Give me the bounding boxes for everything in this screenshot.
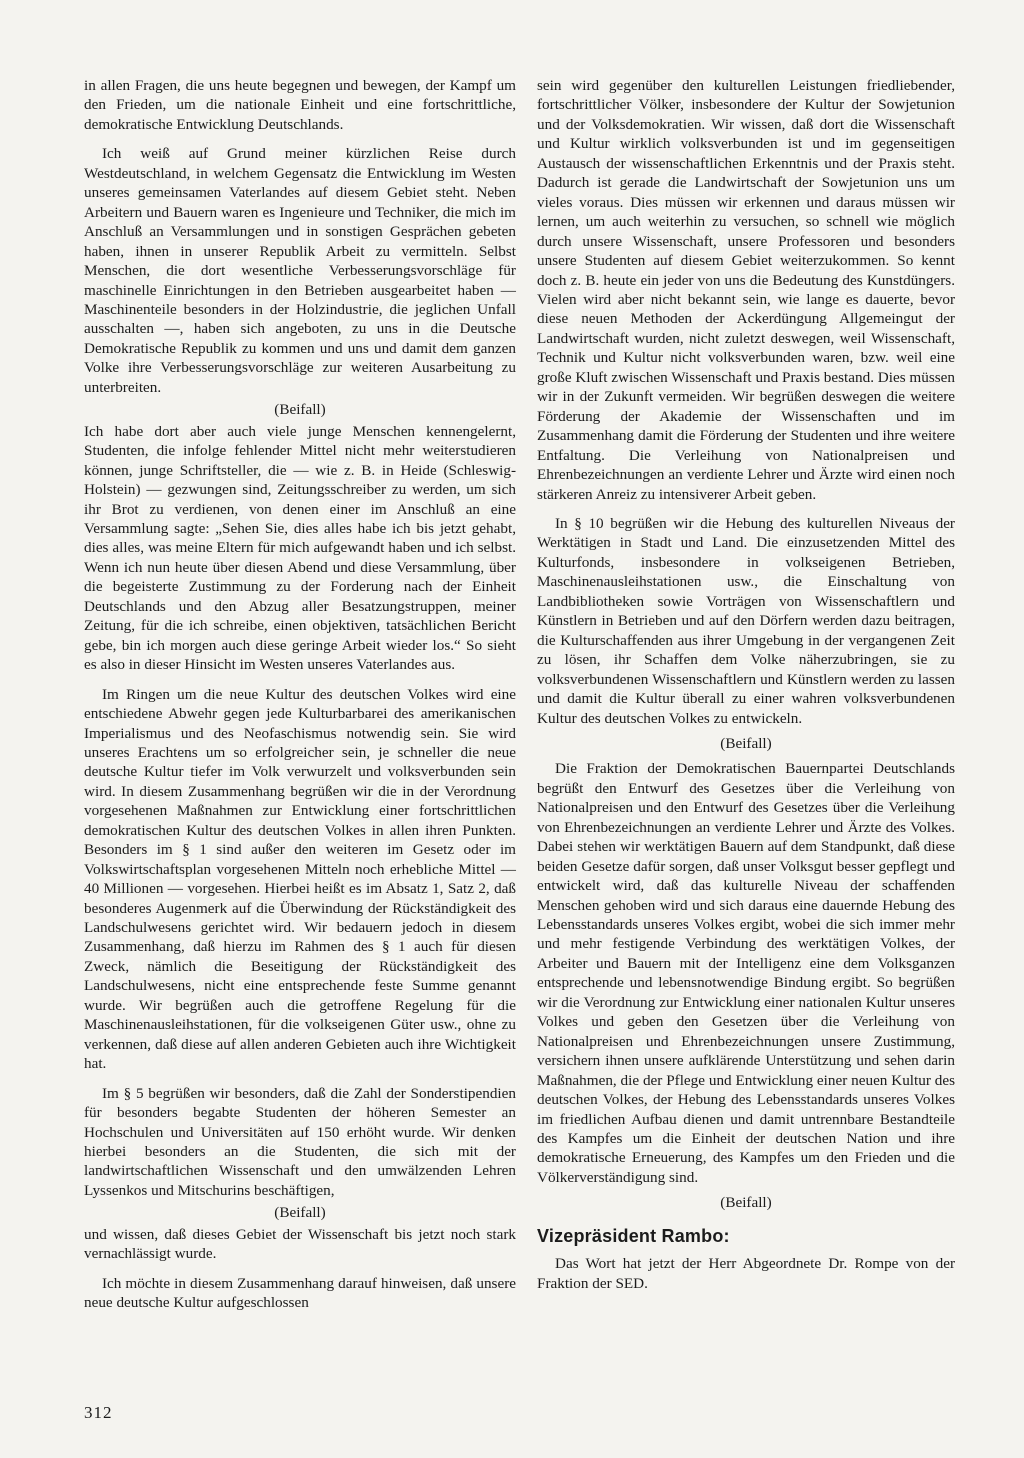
paragraph: und wissen, daß dieses Gebiet der Wissenschaft bis jetzt noch stark vernachlässigt wurde. (84, 1225, 516, 1263)
page-number: 312 (84, 1403, 113, 1422)
applause-note: (Beifall) (720, 1194, 772, 1212)
applause-note: (Beifall) (274, 401, 326, 419)
left-column (84, 76, 516, 1313)
paragraph: Im § 5 begrüßen wir besonders, daß die Zahl der Sonderstipendien für besonders begabte Studenten der höheren Semester an Hochschulen und Universitäten auf 150 erhöht wurde. Wir denken hierbei besonders an die Studenten, die sich mit der landwirtschaftlichen Wissenschaft und den umwälzenden Lehren Lyssenkos und Mitschurins beschäftigen, (84, 1084, 516, 1199)
right-column (537, 76, 955, 1293)
paragraph: Im Ringen um die neue Kultur des deutschen Volkes wird eine entschiedene Abwehr gegen jede Kulturbarbarei des amerikanischen Imperialismus und des Neofaschismus notwendig sein. Sie wird unseres Erachtens um so erfolgreicher sein, je schneller die neue deutsche Kultur tiefer im Volk verwurzelt und volksverbunden sein wird. In diesem Zusammenhang begrüßen wir die in der Verordnung vorgesehenen Maßnahmen zur Entwicklung einer fortschrittlichen demokratischen Kultur des deutschen Volkes in allen ihren Punkten. Besonders im § 1 sind außer den weiteren im Gesetz oder im Volkswirtschaftsplan vorgesehenen Mitteln noch erhebliche Mittel — 40 Millionen — vorgesehen. Hierbei heißt es im Absatz 1, Satz 2, daß besonderes Augenmerk auf die Überwindung der Rückständigkeit des Landschulwesens gerichtet wird. Wir bedauern jedoch in diesem Zusammenhang, daß hierzu im Rahmen des § 1 auch für diesen Zweck, nämlich die Beseitigung der Rückständigkeit des Landschulwesens, nicht eine entsprechende feste Summe genannt wurde. Wir begrüßen auch die getroffene Regelung für die Maschinenausleihstationen, für die volkseigenen Güter usw., ohne zu verkennen, daß diese auf allen anderen Gebieten auch ihre Wichtigkeit hat. (84, 685, 516, 1073)
paragraph: Das Wort hat jetzt der Herr Abgeordnete Dr. Rompe von der Fraktion der SED. (537, 1255, 955, 1292)
paragraph: in allen Fragen, die uns heute begegnen und bewegen, der Kampf um den Frieden, um die nationale Einheit und eine fortschrittliche, demokratische Entwicklung Deutschlands. (84, 77, 516, 133)
paragraph: Ich habe dort aber auch viele junge Menschen kennengelernt, Studenten, die infolge fehlender Mittel nicht mehr weiterstudieren können, junge Schriftsteller, die — wie z. B. in Heide (Schleswig-Holstein) — gezwungen sind, Zeitungsschreiber zu werden, um sich ihr Brot zu verdienen, von denen einer im Anschluß an eine Versammlung sagte: „Sehen Sie, dies alles habe ich bis jetzt gehabt, dies alles, was meine Eltern für mich aufgewandt haben und ich selbst. Wenn ich nun heute über diesen Abend und diese Versammlung, über die begeisterte Zustimmung zu der Forderung nach der Einheit Deutschlands und den Abzug aller Besatzungstruppen, meiner Zeitung, für die ich schreibe, einen objektiven, tatsächlichen Bericht gebe, bin ich morgen auch diese geringe Arbeit wieder los.“ So sieht es also in dieser Hinsicht im Westen unseres Vaterlandes aus. (84, 422, 516, 674)
paragraph: Die Fraktion der Demokratischen Bauernpartei Deutschlands begrüßt den Entwurf des Gesetzes über die Verleihung von Nationalpreisen und den Entwurf des Gesetzes über die Verleihung von Ehrenbezeichnungen an verdiente Lehrer und Ärzte des Volkes. Dabei stehen wir werktätigen Bauern auf dem Standpunkt, daß diese beiden Gesetze dafür sorgen, daß unser Volksgut besser gepflegt und entwickelt wird, daß das kulturelle Niveau der schaffenden Menschen gehoben wird und sich daraus eine dauernde Hebung des Lebensstandards unseres Volkes ergibt, wobei die sich immer mehr und mehr festigende Verbindung des werktätigen Volkes, der Arbeiter und Bauern mit der Intelligenz eine dem Volksganzen entsprechende und lebensnotwendige Bindung ergibt. So begrüßen wir die Verordnung zur Entwicklung einer nationalen Kultur unseres Volkes und geben den Gesetzen über die Verleihung von Nationalpreisen und Ehrenbezeichnungen unsere Zustimmung, versichern ihnen unsere aufklärende Unterstützung und sehen darin Maßnahmen, die der Pflege und Entwicklung einer neuen Kultur des deutschen Volkes, der Hebung des Lebensstandards unseres Volkes im friedlichen Aufbau dienen und damit untrennbare Bestandteile des Kampfes um die Einheit der deutschen Nation und ihre demokratische Erneuerung, des Kampfes um den Frieden und die Völkerverständigung sind. (537, 760, 955, 1186)
speaker-heading: Vizepräsident Rambo: (537, 1225, 730, 1246)
paragraph: Ich möchte in diesem Zusammenhang darauf hinweisen, daß unsere neue deutsche Kultur aufgeschlossen (84, 1274, 516, 1312)
paragraph: sein wird gegenüber den kulturellen Leistungen friedliebender, fortschrittlicher Völker, insbesondere der Kultur der Sowjetunion und der Volksdemokratien. Wir wissen, daß dort die Wissenschaft und Kultur wirklich volksverbunden ist und im gegenseitigen Austausch der wissenschaftlichen Erkenntnis und der Praxis steht. Dadurch ist gerade die Landwirtschaft der Sowjetunion uns um vieles voraus. Dies müssen wir erkennen und daraus müssen wir lernen, um auch weiterhin zu versuchen, so schnell wie möglich durch unsere Wissenschaft, unsere Professoren und besonders unsere Studenten auf diesem Gebiet weiterzukommen. So kennt doch z. B. heute ein jeder von uns die Bedeutung des Kunstdüngers. Vielen wird aber nicht bekannt sein, wie lange es dauerte, bevor diese neuen Methoden der Ackerdüngung Allgemeingut der Landwirtschaft wurden, nicht zuletzt deswegen, weil Wissenschaft, Technik und Kultur nicht volksverbunden waren, bzw. weil eine große Kluft zwischen Wissenschaft und Praxis bestand. Dies müssen wir in der Zukunft vermeiden. Wir begrüßen deswegen die weitere Förderung der Akademie der Wissenschaften und im Zusammenhang damit die Förderung der Studenten und ihre weitere Entfaltung. Die Verleihung von Nationalpreisen und Ehrenbezeichnungen an verdiente Lehrer und Ärzte wird einen noch stärkeren Anreiz zu intensiverer Arbeit geben. (537, 77, 955, 503)
applause-note: (Beifall) (720, 734, 772, 752)
paragraph: In § 10 begrüßen wir die Hebung des kulturellen Niveaus der Werktätigen in Stadt und Land. Die einzusetzenden Mittel des Kulturfonds, insbesondere in volkseigenen Betrieben, Maschinenausleihstationen usw., die Einschaltung von Landbibliotheken sowie Vorträgen von Wissenschaftlern und Künstlern in Betrieben und auf den Dörfern werden dazu beitragen, die Kulturschaffenden aus ihrer Umgebung in der vergangenen Zeit zu lösen, ihr Schaffen dem Volke näherzubringen, sie zu volksverbundenen Wissenschaftlern und Künstlern werden zu lassen und damit die Kultur überall zu einer wahren volksverbundenen Kultur des deutschen Volkes zu entwickeln. (537, 514, 955, 727)
paragraph: Ich weiß auf Grund meiner kürzlichen Reise durch Westdeutschland, in welchem Gegensatz die Entwicklung im Westen unseres gemeinsamen Vaterlandes auf diesem Gebiet steht. Neben Arbeitern und Bauern waren es Ingenieure und Techniker, die mich im Anschluß an Versammlungen und in sonstigen Gesprächen gebeten haben, ihnen in unserer Republik Arbeit zu vermitteln. Selbst Menschen, die dort wesentliche Verbesserungsvorschläge für maschinelle Einrichtungen in den Betrieben ausgearbeitet haben — Maschinenteile besonders in der Holzindustrie, die jeglichen Unfall ausschalten —, haben sich angeboten, zu uns in die Deutsche Demokratische Republik zu kommen und uns und damit dem ganzen Volke ihre Verbesserungsvorschläge zur weiteren Ausarbeitung zu unterbreiten. (84, 145, 516, 396)
applause-note: (Beifall) (274, 1204, 326, 1222)
